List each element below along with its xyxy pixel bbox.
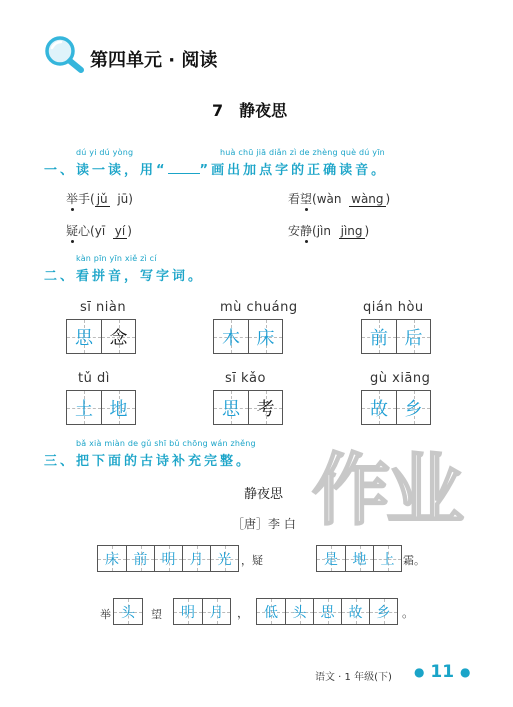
poem-char: 地 <box>352 551 367 568</box>
option: jū <box>117 192 129 206</box>
poem-char: 前 <box>133 551 148 568</box>
char: 后 <box>404 327 423 349</box>
poem-line2-end: 。 <box>402 606 415 620</box>
word-grid <box>66 319 136 354</box>
char: 床 <box>256 327 275 349</box>
section3-title: 三、把下面的古诗补充完整。 <box>44 454 253 469</box>
lesson-title: 7 静夜思 <box>212 101 288 120</box>
char: 念 <box>109 327 128 349</box>
char: 土 <box>75 398 93 420</box>
item-jushou: 举手( jǔ jū) <box>66 192 133 206</box>
word-grid <box>361 319 431 354</box>
poem-author: ［唐］李 白 <box>232 517 296 531</box>
poem-char: 光 <box>217 551 232 568</box>
word-pinyin: sī kǎo <box>225 371 266 386</box>
bullet-icon: ● <box>414 665 425 679</box>
footer-book: 语文 · 1 年级(下) <box>315 672 392 683</box>
poem-line1-grid-a <box>97 545 239 572</box>
poem-char: 头 <box>292 604 307 621</box>
char: 故 <box>370 398 388 420</box>
option: jìng <box>340 224 363 238</box>
poem-line2-grid-c <box>256 598 398 625</box>
word-pinyin: qián hòu <box>363 300 424 315</box>
option: wàn <box>316 192 342 206</box>
section2-pinyin-hint: kàn pīn yīn xiě zì cí <box>76 254 157 263</box>
option: jǔ <box>96 192 108 206</box>
poem-title: 静夜思 <box>244 487 284 502</box>
poem-char: 乡 <box>376 604 391 621</box>
unit-title: 第四单元 · 阅读 <box>90 50 218 71</box>
poem-line1-grid-b <box>316 545 402 572</box>
char: 乡 <box>404 398 423 420</box>
option: jìn <box>316 224 331 238</box>
word-grid <box>213 319 283 354</box>
section3-pinyin-hint: bǎ xià miàn de gǔ shī bǔ chōng wán zhěng <box>76 439 256 448</box>
poem-line2-sep: ， <box>237 606 250 620</box>
footer-page: ● 11 ● <box>414 662 471 682</box>
section1-pinyin-hint: dú yi dú yòng <box>76 148 134 157</box>
char: 地 <box>109 398 128 420</box>
char: 木 <box>222 327 240 349</box>
poem-line2-mid: 望 <box>151 608 162 621</box>
poem-line1-end: 霜。 <box>403 554 425 567</box>
poem-char: 床 <box>105 551 119 568</box>
poem-char: 是 <box>324 551 338 568</box>
watermark: 作业 <box>312 446 461 536</box>
item-yixin: 疑心(yī yí ) <box>66 224 132 238</box>
char: 思 <box>222 398 240 420</box>
option: yī <box>94 224 106 238</box>
section2-title: 二、看拼音，写字词。 <box>44 269 205 284</box>
poem-char: 头 <box>121 604 135 621</box>
char: 考 <box>256 398 275 420</box>
word-grid <box>213 390 283 425</box>
answer-blank <box>168 173 200 174</box>
search-icon <box>42 34 86 74</box>
word-pinyin: gù xiāng <box>370 371 431 386</box>
char: 思 <box>75 327 93 349</box>
bullet-icon: ● <box>460 665 471 679</box>
poem-char: 明 <box>161 551 176 568</box>
poem-line2-grid-a <box>113 598 143 625</box>
poem-char: 月 <box>189 551 204 568</box>
poem-char: 上 <box>380 551 395 568</box>
poem-char: 思 <box>320 604 335 621</box>
poem-line2-grid-b <box>173 598 231 625</box>
item-anjing: 安静(jìn jìng ) <box>288 224 370 238</box>
word-grid <box>361 390 431 425</box>
option: wàng <box>351 192 384 206</box>
option: yí <box>114 224 126 238</box>
poem-char: 故 <box>348 604 363 621</box>
poem-char: 明 <box>181 604 195 621</box>
word-pinyin: tǔ dì <box>78 371 110 386</box>
section1-title: 一、读一读，用“ ”画出加点字的正确读音。 <box>44 163 388 178</box>
poem-line2-lead: 举 <box>100 608 111 621</box>
char: 前 <box>370 327 388 349</box>
section1-pinyin-hint2: huà chū jiā diǎn zì de zhèng què dú yīn <box>220 148 385 157</box>
poem-char: 低 <box>264 604 278 621</box>
item-kanwang: 看望(wàn wàng ) <box>288 192 391 206</box>
word-pinyin: mù chuáng <box>220 300 298 315</box>
poem-line1-sep: ，疑 <box>241 554 263 567</box>
word-pinyin: sī niàn <box>80 300 127 315</box>
poem-char: 月 <box>209 604 224 621</box>
word-grid <box>66 390 136 425</box>
